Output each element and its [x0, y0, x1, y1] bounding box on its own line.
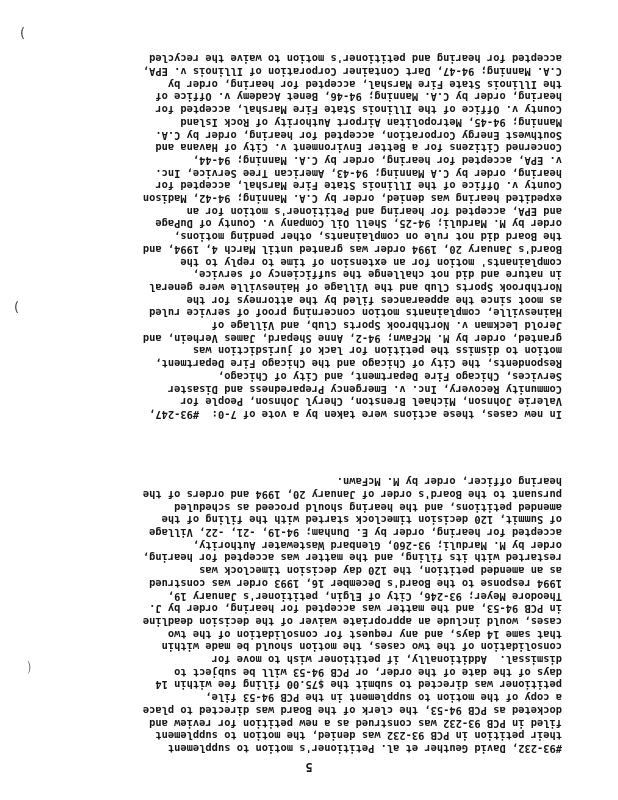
text-line: of Summit, 120 decision timeclock started with the filing of the — [161, 513, 562, 526]
text-line: the Illinois State Fire Marshal, accepted for hearing, order by — [167, 77, 562, 90]
text-line: Concerned Citizens for a Better Environment v. City of Havana and — [155, 141, 562, 154]
text-line: pursuant to the Board's order of January 20, 1994 and orders of the — [142, 487, 562, 500]
text-line: hearing, order by C.A. Manning; 94-46, Benet Academy v. Office of — [155, 90, 562, 103]
text-line: In new cases, these actions were taken by a vote of 7-0: #93-247, — [149, 408, 562, 420]
text-line: County v. Office of the Illinois State Fire Marshal, accepted for — [155, 179, 562, 192]
text-line: days of the date of the order, or PCB 94-53 will be subject to — [174, 665, 562, 678]
text-line: Community Recovery, Inc. v. Emergency Preparedness and Disaster — [167, 382, 562, 395]
text-line: Respondents, the City of Chicago and the Chicago Fire Department, — [155, 357, 562, 370]
text-line: accepted for hearing, order by E. Dunham; 94-19, -21, -22, Village — [149, 526, 562, 539]
text-line: cases, would include an appropriate waiver of the decision deadline — [142, 614, 562, 627]
text-line: #93-232, David Geuther et al. Petitioner's motion to supplement — [167, 742, 562, 754]
text-line: that same 14 days, and any request for consolidation of the two — [167, 627, 562, 640]
text-line: hearing officer, order by M. McFawn. — [336, 475, 562, 488]
text-line: in nature and did not challenge the sufficiency of service, — [192, 268, 562, 281]
text-line: order by M. Marduli; 93-260, Glenbard Wastewater Authority, — [192, 538, 562, 551]
text-line: v. EPA, accepted for hearing, order by C.A. Manning; 94-44, — [192, 153, 562, 166]
scan-artifact-mark: ( — [20, 26, 26, 41]
text-line: accepted for hearing and petitioner's motion to waive the recycled — [149, 52, 562, 65]
text-line: as an amended petition, the 120 day decision timeclock was — [199, 564, 562, 577]
text-line: in PCB 94-53, and the matter was accepted for hearing, order by J. — [149, 602, 562, 615]
text-line: County v. Office of the Illinois State Fire Marshal, accepted for — [155, 103, 562, 116]
text-line: amended petitions, and the hearing should proceed as scheduled — [174, 500, 562, 513]
text-line: consolidation of the two cases, the motion should be made within — [161, 640, 562, 653]
text-line: Valerie Johnson, Michael Brenston, Cheryl Johnson, People for — [180, 395, 562, 408]
text-line: Northbrook Sports Club and the Village of Hainesville were general — [149, 280, 562, 293]
text-line: expedited hearing was denied, order by C.A. Manning; 94-42, Madison — [142, 192, 562, 205]
text-line: filed in PCB 93-232 was construed as a new petition for review and — [149, 716, 562, 729]
text-line: C.A. Manning; 94-47, Dart Container Corporation of Illinois v. EPA, — [142, 65, 562, 78]
scan-artifact-mark: ⌒ — [15, 660, 31, 675]
text-line: restarted with its filing, and the matter was accepted for hearing, — [142, 551, 562, 564]
text-line: motion to dismiss the petition for lack of jurisdiction was — [192, 344, 562, 357]
text-line: Southwest Energy Corporation, accepted for hearing, order by C.A. — [155, 128, 562, 141]
text-line: Jerold Leckman v. Northbrook Sports Club, and Village of — [211, 319, 562, 332]
text-line: order by M. Marduli; 94-25, Shell Oil Company v. County of DuPage — [155, 217, 562, 230]
text-line: complainants' motion for an extension of time to reply to the — [180, 255, 562, 268]
text-line: docketed as PCB 94-53, the clerk of the Board was directed to place — [142, 703, 562, 716]
text-line: Manning; 94-45, Metropolitan Airport Authority of Rock Island — [180, 115, 562, 128]
text-line: Services, Chicago Fire Department, and City of Chicago, — [217, 369, 562, 382]
text-line: petitioner was directed to submit the $75.00 filing fee within 14 — [155, 678, 562, 691]
page-number: 5 — [305, 760, 313, 774]
text-line: 1994 response to the Board's December 16, 1993 order was construed — [149, 576, 562, 589]
text-line: granted, order by M. McFawn; 94-2, Anne Shepard, James Verhein, and — [142, 331, 562, 344]
text-line: a copy of the motion to supplement in the PCB 94-53 file, — [205, 691, 562, 704]
text-line: their petition in PCB 93-232 was denied, the motion to supplement — [155, 729, 562, 742]
scan-artifact-mark: ( — [14, 300, 20, 315]
text-line: Hainesville, complainants motion concerning proof of service ruled — [149, 306, 562, 319]
text-line: Board's January 20, 1994 order was granted until March 4, 1994, and — [142, 242, 562, 255]
text-line: the Board did not rule on complainants, other pending motions, — [174, 230, 562, 243]
text-line: Theodore Meyer; 93-246, City of Elgin, petitioner's January 19, — [167, 589, 562, 602]
paragraph-pending-cases — [54, 475, 562, 754]
text-line: as moot since the appearances filed by the attorneys for the — [186, 293, 562, 306]
text-line: and EPA, accepted for hearing and Petitioner's motion for an — [186, 204, 562, 217]
text-line: dismissal. Additionally, if petitioner wish to move for — [211, 653, 562, 666]
text-line: hearing, order by C.A Manning; 94-43, American Tree Service, Inc. — [155, 166, 562, 179]
paragraph-new-cases — [54, 52, 562, 420]
